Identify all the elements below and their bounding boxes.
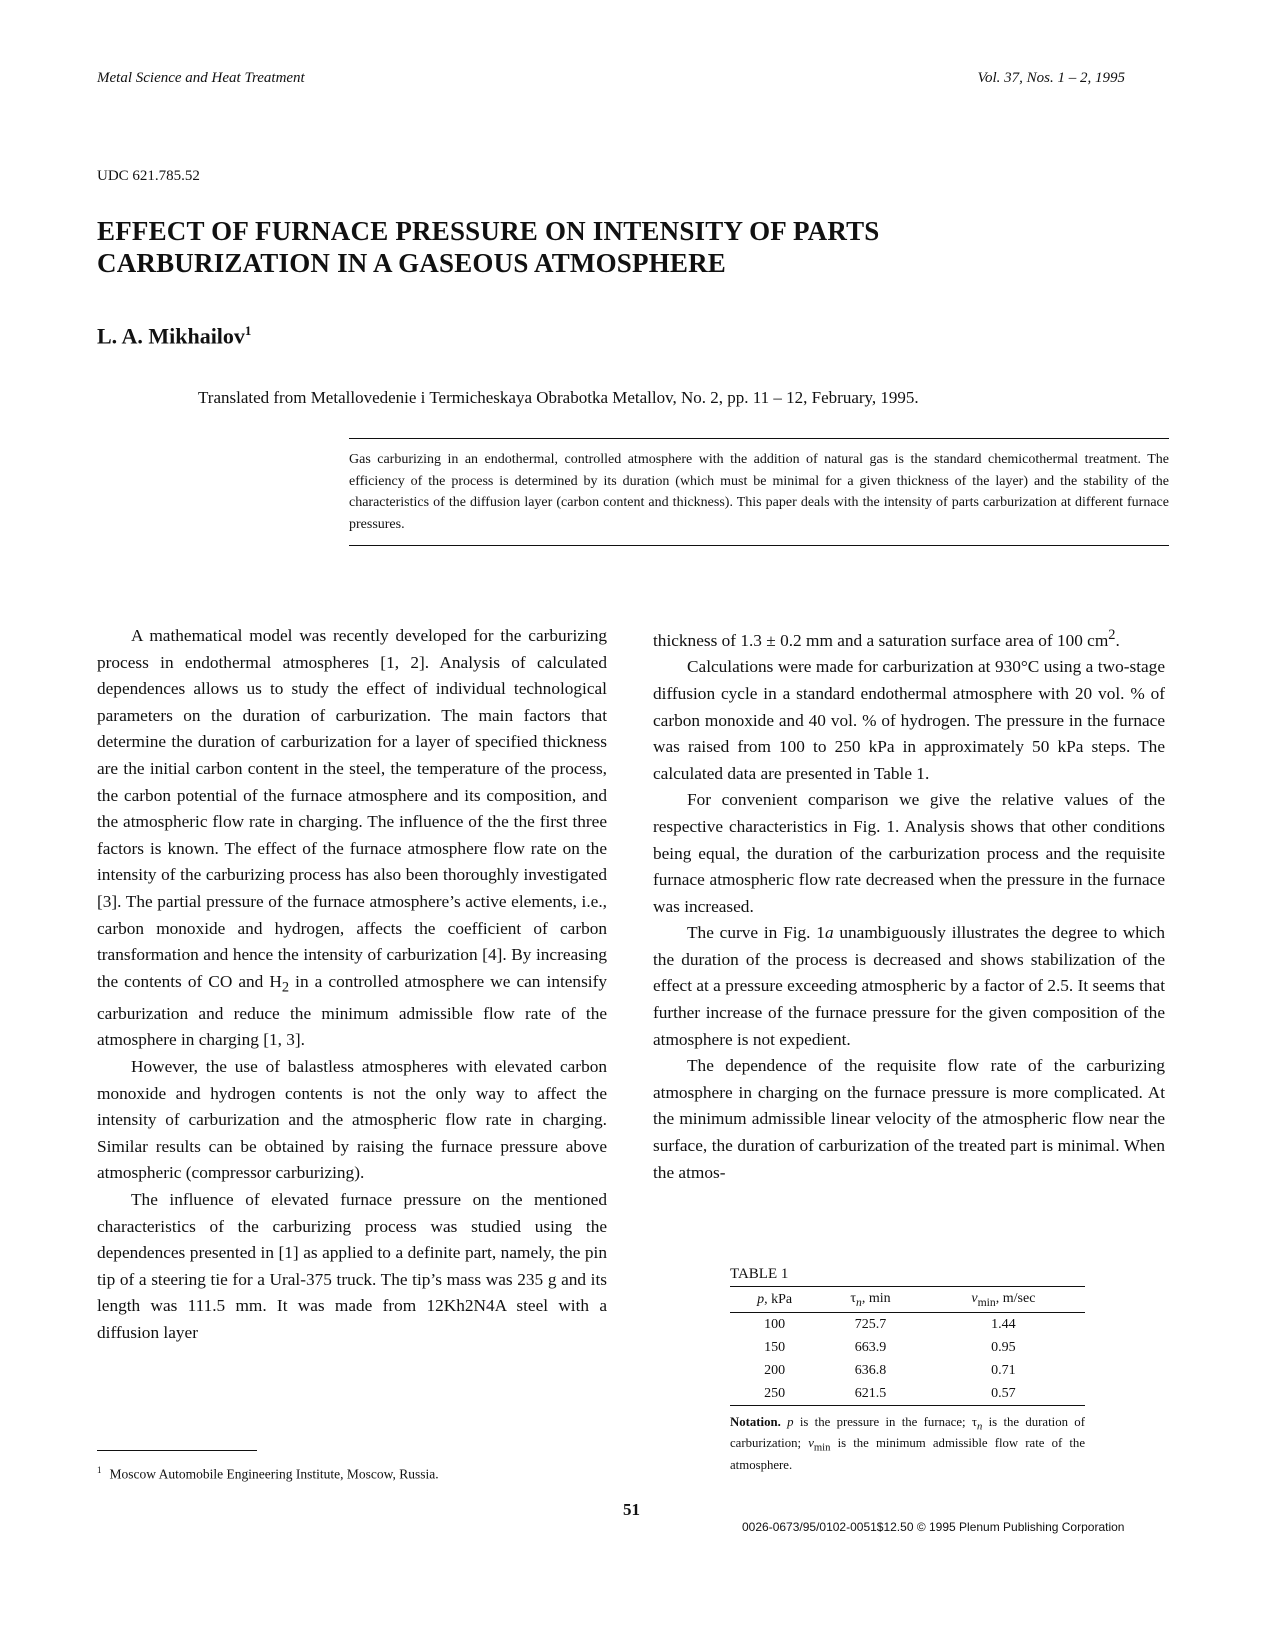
page-number: 51 [623,1500,640,1519]
header-duration [819,1287,922,1313]
title-line-2: CARBURIZATION IN A GASEOUS ATMOSPHERE [97,248,727,278]
superscript: 2 [1108,627,1116,643]
notation-text: is the pressure in the furnace; [793,1414,972,1429]
abstract: Gas carburizing in an endothermal, controlled atmosphere with the addition of natural gas is the standard chemicothermal treatment. The efficiency of the process is determined by its duration (which must be minimal for a given thickness of the layer) and the stability of the characteristics of the diffusion layer (carbon content and thickness). This paper deals with the intensity of parts carburization at different furnace pressures. [349,438,1169,546]
header-var: p [757,1291,765,1307]
notation-label: Notation. [730,1414,781,1429]
text-run: thickness of 1.3 ± 0.2 mm and a saturation surface area of 100 cm [653,630,1109,650]
header-pressure [730,1287,819,1313]
table-row [730,1359,1085,1382]
author [97,323,251,349]
table-row [730,1312,1085,1336]
header-sub: min [977,1295,996,1309]
notation-var: v [808,1436,814,1451]
udc-code: UDC 621.785.52 [97,168,200,184]
data-table [730,1286,1085,1406]
author-footnote-mark: 1 [244,323,252,338]
paragraph: Calculations were made for carburization at 930°C using a two-stage diffusion cycle in a standard endothermal atmosphere with 20 vol. % of carbon monoxide and 40 vol. % of hydrogen. The pressure in the furnace was raised from 100 to 250 kPa in approximately 50 kPa steps. The calculated data are presented in Table 1. [653,657,1165,783]
header-unit: , m/sec [995,1291,1036,1306]
copyright-line: 0026-0673/95/0102-0051$12.50 © 1995 Plenum Publishing Corporation [742,1520,1125,1534]
header-var: τ [850,1291,857,1306]
table-1 [730,1266,1085,1473]
journal-name: Metal Science and Heat Treatment [97,70,305,86]
table-cell: 100 [764,1316,786,1332]
notation-text: is the minimum admissible flow rate of the atmosphere. [730,1436,1085,1472]
notation-sub: min [813,1442,831,1454]
table-cell: 1.44 [991,1316,1016,1332]
translated-from: Translated from Metallovedenie i Termicheskaya Obrabotka Metallov, No. 2, pp. 11 – 12, February, 1995. [198,388,919,407]
text-run: A mathematical model was recently developed for the carburizing process in endothermal atmospheres [1, 2]. Analysis of calculated dependences allows us to study the effect of individual technological parameters on the duration of carburization. The main factors that determine the duration of carburization for a layer of specified thickness are the initial carbon content in the steel, the temperature of the process, the carbon potential of the furnace atmosphere and its composition, and the atmospheric flow rate in charging. The influence of the the first three factors is known. The effect of the furnace atmosphere flow rate on the intensity of the carburizing process has also been thoroughly investigated [3]. The partial pressure of the furnace atmosphere’s active elements, i.e., carbon monoxide and hydrogen, affects the coefficient of carbon transformation and hence the intensity of carburization [4]. By increasing the contents of CO and H [97,626,607,991]
article-title [97,215,1097,279]
paragraph: However, the use of balastless atmospheres with elevated carbon monoxide and hydrogen contents is not the only way to affect the intensity of carburization and the atmospheric flow rate in charging. Similar results can be obtained by raising the furnace pressure above atmospheric (compressor carburizing). [97,1056,607,1183]
header-flow-rate [922,1287,1085,1313]
footnote [97,1465,439,1483]
paragraph [653,622,1165,654]
paragraph [653,920,1165,1053]
volume-info: Vol. 37, Nos. 1 – 2, 1995 [977,70,1125,86]
header-sub: n [856,1295,862,1309]
table-cell: 250 [730,1382,819,1406]
table-cell: 663.9 [854,1339,887,1355]
footnote-mark: 1 [97,1465,102,1475]
text-run: The curve in Fig. 1 [687,923,825,943]
footnote-rule [97,1450,257,1451]
paragraph: The dependence of the requisite flow rate of the carburizing atmosphere in charging on the furnace pressure is more complicated. At the minimum admissible linear velocity of the atmospheric flow near the surface, the duration of carburization of the treated part is minimal. When the atmos- [653,1056,1165,1182]
table-notation [730,1414,1085,1473]
table-cell: 0.57 [922,1382,1085,1406]
table-header-row [730,1287,1085,1313]
subscript: 2 [281,979,290,996]
footnote-text: Moscow Automobile Engineering Institute, Moscow, Russia. [109,1466,439,1482]
text-run: unambiguously illustrates the degree to which the duration of the process is decreased and shows stabilization of the effect at a pressure exceeding atmospheric by a factor of 2.5. It seems that further increase of the furnace pressure for the given composition of the atmosphere is not expedient. [653,923,1166,1049]
table-cell: 725.7 [854,1316,887,1332]
table-cell: 636.8 [854,1362,887,1378]
table-cell: 150 [764,1339,786,1355]
table-cell: 621.5 [819,1382,922,1406]
text-run: in a controlled atmosphere we can intensify carburization and reduce the minimum admissible flow rate of the atmosphere in charging [1, 3]. [97,971,607,1050]
table-cell: 0.71 [991,1362,1016,1378]
header-unit: , min [861,1291,891,1306]
notation-sub: n [977,1421,983,1433]
italic-run: a [824,923,834,943]
notation-text: is the duration of carburization; [730,1414,1085,1451]
notation-var: τ [971,1414,978,1429]
table-cell: 200 [764,1362,786,1378]
title-line-1: EFFECT OF FURNACE PRESSURE ON INTENSITY OF PARTS [97,216,880,246]
paragraph [97,623,607,1054]
header-var: v [971,1291,978,1306]
right-column [653,622,1165,1186]
header-unit: , kPa [764,1291,793,1307]
paragraph: For convenient comparison we give the relative values of the respective characteristics in Fig. 1. Analysis shows that other conditions being equal, the duration of the carburization process and the requisite furnace atmospheric flow rate decreased when the pressure in the furnace was increased. [653,790,1165,916]
paragraph: The influence of elevated furnace pressure on the mentioned characteristics of the carburizing process was studied using the dependences presented in [1] as applied to a definite part, namely, the pin tip of a steering tie for a Ural-375 truck. The tip’s mass was 235 g and its length was 111.5 mm. It was made from 12Kh2N4A steel with a diffusion layer [97,1189,607,1342]
author-name: L. A. Mikhailov [97,323,245,349]
left-column [97,623,607,1346]
table-cell: 0.95 [991,1339,1016,1355]
table-row [730,1382,1085,1406]
table-caption: TABLE 1 [730,1266,789,1282]
table-row [730,1336,1085,1359]
text-run: . [1115,630,1120,650]
notation-var: p [780,1414,794,1429]
